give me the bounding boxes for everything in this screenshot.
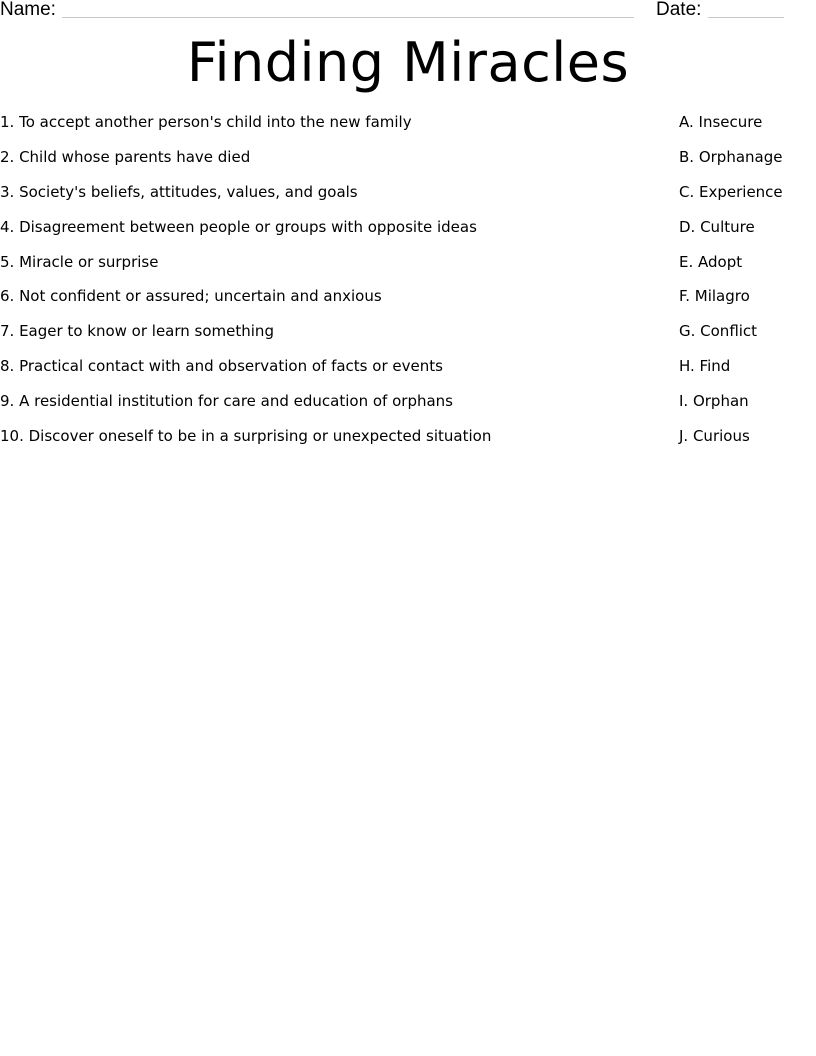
answer-item: E. Adopt xyxy=(679,252,743,271)
answer-item: I. Orphan xyxy=(679,392,749,411)
question-item: 4. Disagreement between people or groups with opposite ideas xyxy=(0,217,477,236)
date-blank-line xyxy=(708,17,784,18)
answer-item: C. Experience xyxy=(679,182,783,201)
question-item: 10. Discover oneself to be in a surprising or unexpected situation xyxy=(0,427,492,446)
date-label: Date: xyxy=(656,0,702,20)
answer-item: D. Culture xyxy=(679,217,755,236)
question-item: 5. Miracle or surprise xyxy=(0,252,159,271)
question-item: 3. Society's beliefs, attitudes, values, and goals xyxy=(0,182,358,201)
question-item: 8. Practical contact with and observation of facts or events xyxy=(0,357,443,376)
answer-item: F. Milagro xyxy=(679,287,750,306)
answer-list xyxy=(679,111,816,460)
question-item: 9. A residential institution for care and education of orphans xyxy=(0,392,453,411)
question-item: 6. Not confident or assured; uncertain and anxious xyxy=(0,287,382,306)
answer-item: G. Conflict xyxy=(679,322,758,341)
answer-item: J. Curious xyxy=(679,427,750,446)
question-item: 2. Child whose parents have died xyxy=(0,147,251,166)
answer-item: H. Find xyxy=(679,357,731,376)
question-item: 7. Eager to know or learn something xyxy=(0,322,274,341)
question-item: 1. To accept another person's child into the new family xyxy=(0,113,412,131)
name-blank-line xyxy=(62,17,634,18)
worksheet-title: Finding Miracles xyxy=(186,31,630,94)
name-label: Name: xyxy=(0,0,56,20)
worksheet-header xyxy=(0,0,816,24)
answer-item: B. Orphanage xyxy=(679,147,783,166)
answer-item: A. Insecure xyxy=(679,113,763,131)
question-list xyxy=(0,111,640,460)
